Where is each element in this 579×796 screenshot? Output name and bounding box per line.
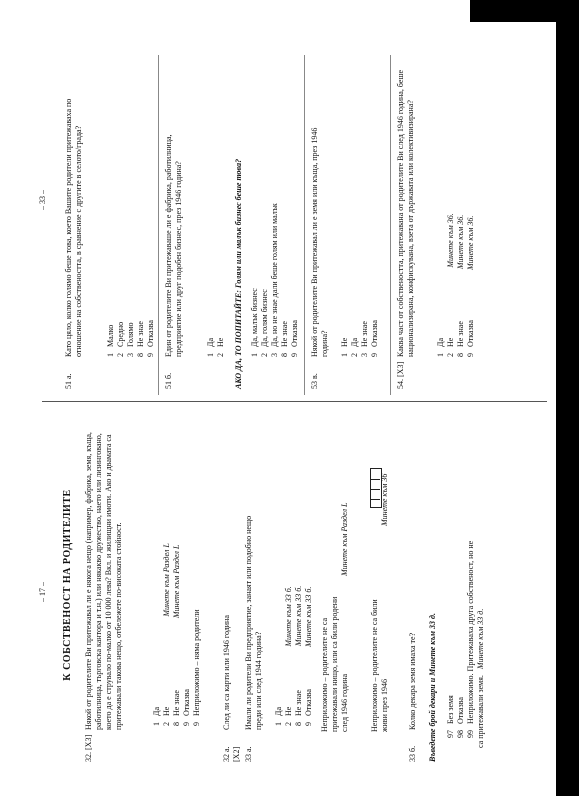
option-row[interactable]: 9Отказва (146, 320, 155, 357)
box-divider (370, 479, 380, 480)
option-row[interactable]: 1Да (274, 706, 283, 726)
note-not-applicable: Неприложимо – родителите не са притежавали нищо, или са били родени след 1946 година (320, 596, 349, 732)
option-row[interactable]: 1Да, малък бизнес (250, 288, 259, 357)
option-row[interactable]: 2НеМинете към 33 б. (284, 586, 293, 726)
right-page-number: – 33 – (38, 190, 47, 210)
left-page-number: – 17 – (38, 582, 47, 602)
option-row[interactable]: 8Не знае (136, 321, 145, 357)
question-51a (64, 59, 98, 389)
option-row[interactable]: 99Неприложимо. Притежаваха друга собственост, но не са притежавали земя. Минете към 33 д. (466, 540, 485, 748)
option-row[interactable]: 2НеМинете към 36. (446, 213, 455, 357)
instruction: Въведете брой декари и Минете към 33 д. (428, 612, 437, 762)
option-row[interactable]: 9Отказва (370, 320, 379, 357)
question-text: Някой от родителите Ви притежавал ли е някога нещо (например, фабрика, земя, къща, работилница, търговска кантора и т.н.) или някакво дружество, наето или лизинговано, което да е струвало по-малко от 10 000 лева? Вкл. и жилищни имоти. Ако и двамата са притежавали такова нещо, отбележете по-високата стойност. (84, 432, 123, 730)
question-51a-options (106, 320, 156, 371)
note-not-applicable-2: Неприложимо – родителите не са били живи през 1946 (370, 599, 389, 732)
question-text: Някой от родителите Ви притежавал ли е земя или къща, през 1946 година? (310, 127, 329, 357)
business-size-options (250, 203, 300, 371)
right-page (34, 45, 554, 395)
instruction: АКО ДА, ТО ПОПИТАЙТЕ: Голям или малък бизнес беше това? (234, 158, 243, 389)
option-row[interactable]: 3Голямо (126, 322, 135, 357)
note-goto: Минете към Раздел L (340, 502, 349, 576)
box-divider (370, 489, 380, 490)
note2-goto: Минете към 36 (380, 473, 389, 526)
option-row[interactable]: 2Не (216, 337, 225, 357)
question-text: След ли са карти или 1946 година (222, 615, 231, 730)
question-number: 51 б. (164, 372, 173, 389)
question-number: 33 б. (408, 745, 417, 762)
separator-line (390, 55, 391, 395)
section-title: К СОБСТВЕНОСТ НА РОДИТЕЛИТЕ (62, 489, 73, 681)
option-row[interactable]: 2Да, голям бизнес (260, 289, 269, 357)
option-row[interactable]: 98Отказва (456, 697, 465, 738)
question-33a-options (274, 586, 314, 740)
question-32-options (152, 543, 202, 740)
question-text: Като цяло, колко голямо беше това, което Вашите родители притежаваха по отношение на собствеността, в сравнение с другите в селото/града? (64, 98, 83, 357)
option-row[interactable]: 1Да (152, 706, 161, 726)
question-32a (222, 422, 241, 762)
question-text: Каква част от собствеността, притежавана от родителите Ви след 1946 година, беше национализирана, конфискувана, взета от държавата или колективизирана? (396, 69, 415, 357)
option-row[interactable]: 2Средно (116, 321, 125, 357)
option-row[interactable]: 8Не знаеМинете към 36. (456, 214, 465, 357)
question-number: 32 а. [Х2] (222, 746, 241, 762)
option-row[interactable]: 9Неприложимо – няма родители (192, 609, 201, 726)
question-53v-options (340, 320, 380, 371)
separator-line (158, 55, 159, 395)
question-number: 32. [Х3] (84, 734, 93, 762)
question-54 (396, 59, 430, 389)
option-row[interactable]: 9Отказва (182, 689, 191, 726)
option-row[interactable]: 1Да (436, 337, 445, 357)
option-row[interactable]: 2НеМинете към Раздел L (162, 543, 171, 726)
answer-box[interactable] (370, 468, 382, 508)
option-row[interactable]: 1Малко (106, 324, 115, 357)
box-divider (370, 499, 380, 500)
option-row[interactable]: 8Не знае (280, 321, 289, 357)
question-33a (244, 422, 266, 762)
question-text: Имали ли родители Ви предприятие, занаят или подобно нещо преди или след 1944 година? (244, 515, 263, 730)
question-number: 54. [Х3] (396, 361, 405, 389)
option-row[interactable]: 8Не знаеМинете към 33 б. (294, 585, 303, 726)
question-54-options (436, 213, 476, 371)
option-row[interactable]: 3Да, но не знае дали беше голям или малък (270, 203, 279, 357)
question-33b (408, 422, 422, 762)
left-page (34, 405, 554, 770)
option-row[interactable]: 97Без земя (446, 695, 455, 738)
question-51b (164, 59, 198, 389)
rotated-content (34, 40, 554, 770)
option-row[interactable]: 3Не знае (360, 321, 369, 357)
question-32 (84, 422, 144, 762)
question-number: 51 а. (64, 373, 73, 389)
scan-dark-edge-top (470, 0, 579, 22)
option-row[interactable]: 9ОтказваМинете към 33 б. (304, 586, 313, 726)
option-row[interactable]: 8Не знаеМинете към Раздел L (172, 544, 181, 726)
question-text: Един от родителите Ви притежаваше ли е фабрика, работилница, предприятие или друг подобен бизнес, през 1946 година? (164, 134, 183, 357)
question-text: Колко декара земя имаха те? (408, 632, 417, 730)
page-fold (42, 401, 547, 402)
question-number: 33 а. (244, 746, 253, 762)
option-row[interactable]: 1Да (206, 337, 215, 357)
option-row[interactable]: 9Отказва (290, 320, 299, 357)
question-number: 53 в. (310, 373, 319, 389)
scanned-page (34, 40, 554, 770)
option-row[interactable]: 9ОтказваМинете към 36. (466, 215, 475, 357)
option-row[interactable]: 2Да (350, 337, 359, 357)
question-33b-options (446, 538, 486, 748)
option-row[interactable]: 1Не (340, 337, 349, 357)
scan-dark-edge-right (556, 0, 579, 796)
question-51b-options (206, 338, 226, 371)
question-53v (310, 59, 334, 389)
separator-line (304, 55, 305, 395)
